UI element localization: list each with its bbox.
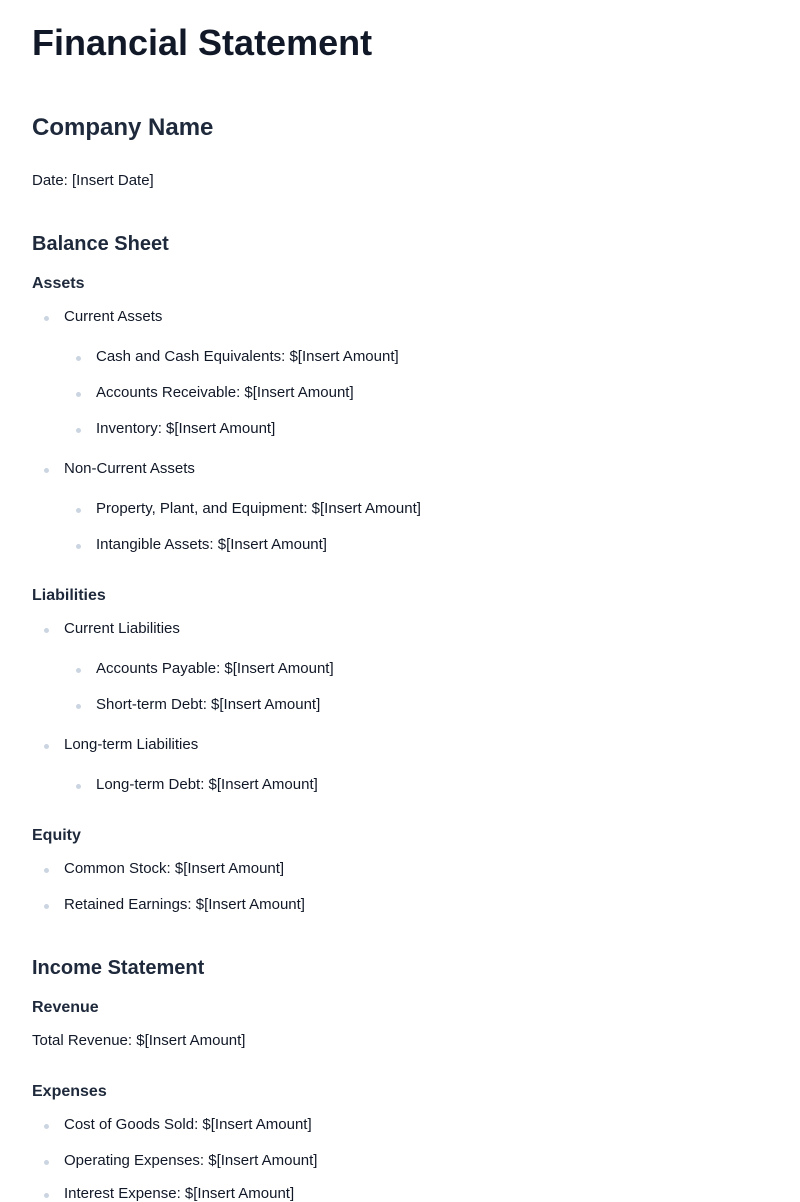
- bullet-marker: [44, 1193, 49, 1198]
- list-item-retained-earnings: Retained Earnings: $[Insert Amount]: [64, 896, 305, 913]
- company-name: Company Name: [32, 114, 214, 141]
- bullet-marker: [44, 904, 49, 909]
- bullet-marker: [76, 704, 81, 709]
- document-title: Financial Statement: [32, 22, 373, 63]
- bullet-marker: [44, 316, 49, 321]
- income-statement-heading: Income Statement: [32, 957, 205, 979]
- total-revenue-line: Total Revenue: $[Insert Amount]: [32, 1032, 246, 1049]
- list-item-intangible: Intangible Assets: $[Insert Amount]: [96, 536, 327, 553]
- list-item-interest-expense: Interest Expense: $[Insert Amount]: [64, 1185, 295, 1202]
- list-item-payable: Accounts Payable: $[Insert Amount]: [96, 660, 334, 677]
- list-item-common-stock: Common Stock: $[Insert Amount]: [64, 860, 285, 877]
- list-item-cash: Cash and Cash Equivalents: $[Insert Amount]: [96, 348, 399, 365]
- bullet-marker: [44, 468, 49, 473]
- liabilities-heading: Liabilities: [32, 587, 106, 604]
- list-item-operating-expenses: Operating Expenses: $[Insert Amount]: [64, 1152, 318, 1169]
- revenue-heading: Revenue: [32, 999, 99, 1016]
- bullet-marker: [76, 784, 81, 789]
- current-liabilities-label: Current Liabilities: [64, 620, 180, 637]
- non-current-assets-label: Non-Current Assets: [64, 460, 195, 477]
- bullet-marker: [76, 668, 81, 673]
- long-term-liabilities-label: Long-term Liabilities: [64, 736, 199, 753]
- list-item-cogs: Cost of Goods Sold: $[Insert Amount]: [64, 1116, 312, 1133]
- date-line: Date: [Insert Date]: [32, 172, 154, 189]
- balance-sheet-heading: Balance Sheet: [32, 233, 169, 255]
- bullet-marker: [76, 428, 81, 433]
- bullet-marker: [44, 1160, 49, 1165]
- equity-heading: Equity: [32, 827, 81, 844]
- current-assets-label: Current Assets: [64, 308, 163, 325]
- bullet-marker: [76, 508, 81, 513]
- expenses-heading: Expenses: [32, 1083, 107, 1100]
- bullet-marker: [44, 744, 49, 749]
- bullet-marker: [76, 544, 81, 549]
- list-item-long-term-debt: Long-term Debt: $[Insert Amount]: [96, 776, 318, 793]
- bullet-marker: [44, 868, 49, 873]
- bullet-marker: [44, 628, 49, 633]
- list-item-short-term-debt: Short-term Debt: $[Insert Amount]: [96, 696, 321, 713]
- bullet-marker: [76, 392, 81, 397]
- list-item-ppe: Property, Plant, and Equipment: $[Insert Amount]: [96, 500, 421, 517]
- assets-heading: Assets: [32, 275, 85, 292]
- list-item-receivable: Accounts Receivable: $[Insert Amount]: [96, 384, 354, 401]
- bullet-marker: [76, 356, 81, 361]
- list-item-inventory: Inventory: $[Insert Amount]: [96, 420, 276, 437]
- bullet-marker: [44, 1124, 49, 1129]
